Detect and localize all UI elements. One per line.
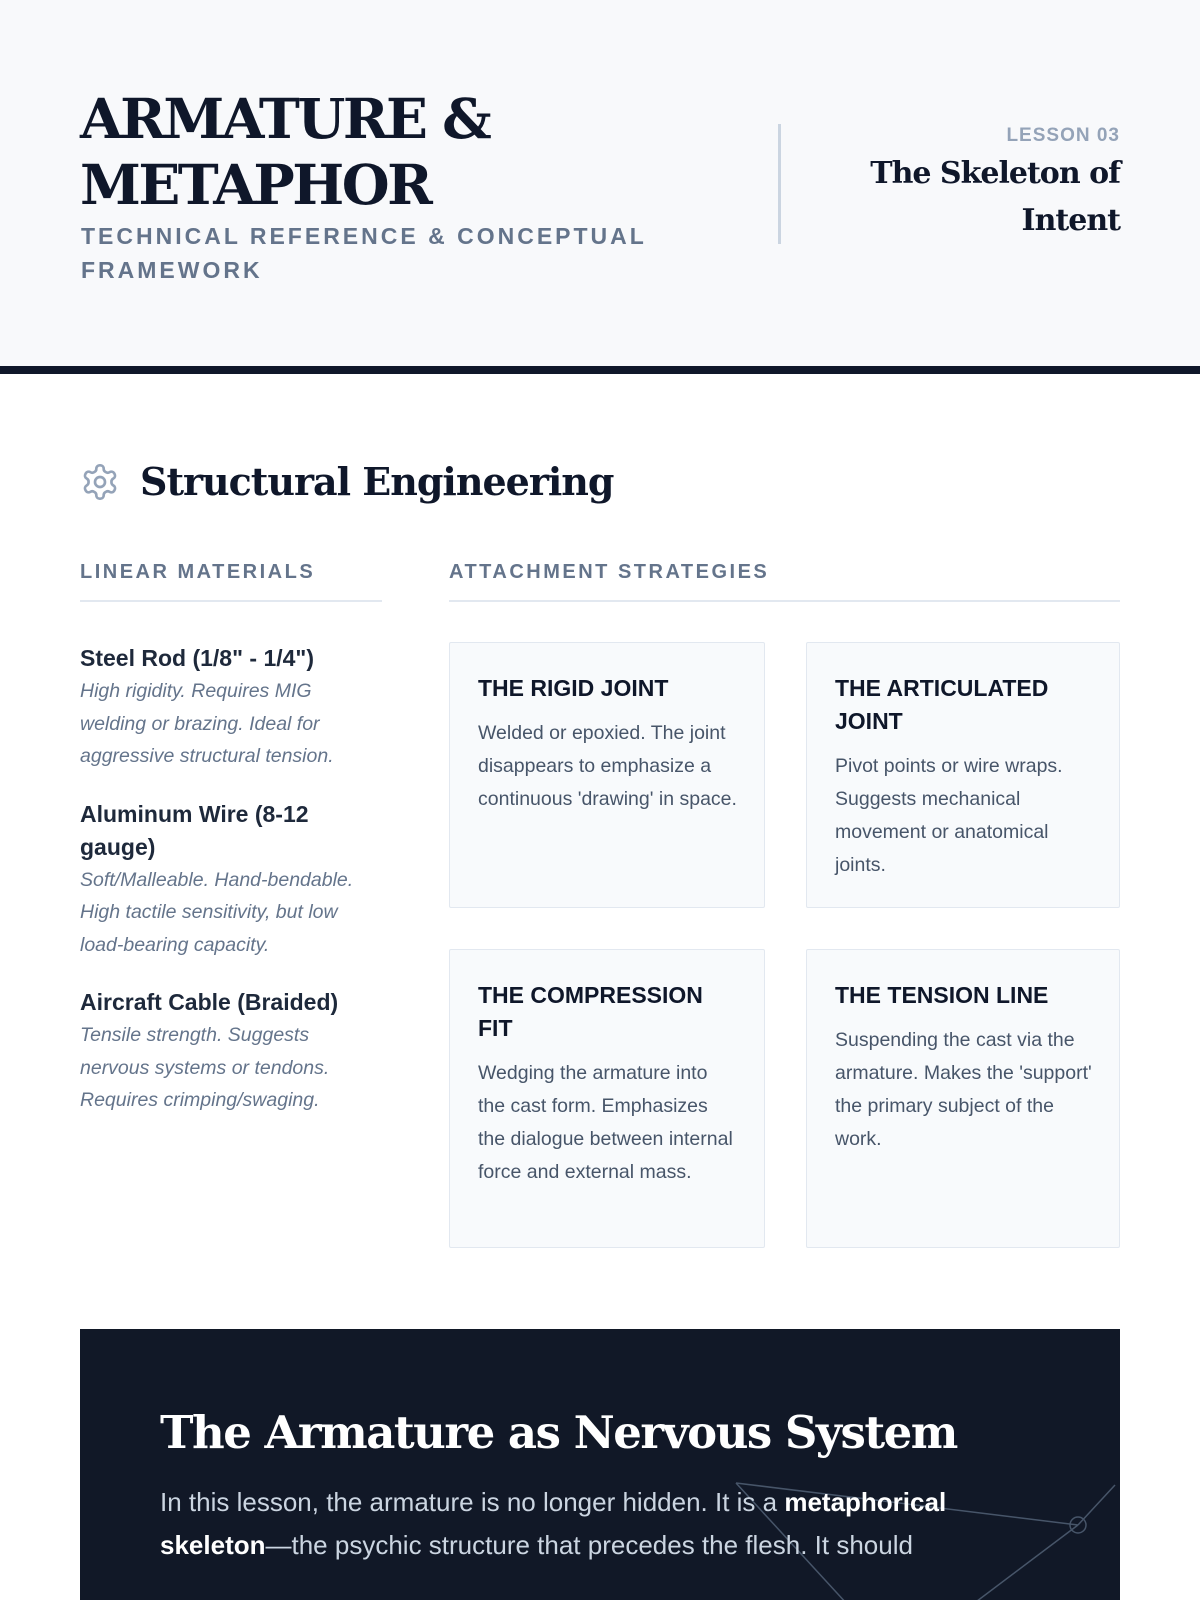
material-steel-rod — [80, 642, 382, 773]
material-name: Aircraft Cable (Braided) — [80, 989, 339, 1015]
material-aircraft-cable — [80, 986, 382, 1117]
attachment-strategies-rule — [449, 600, 1120, 602]
material-description: High rigidity. Requires MIG welding or brazing. Ideal for aggressive structural tension. — [80, 680, 334, 767]
attachment-strategies-heading: ATTACHMENT STRATEGIES — [449, 561, 770, 583]
material-description: Tensile strength. Suggests nervous systems or tendons. Requires crimping/swaging. — [80, 1024, 330, 1111]
header-divider — [778, 124, 781, 244]
material-aluminum-wire — [80, 798, 382, 962]
document-title: ARMATURE & METAPHOR — [80, 86, 490, 217]
material-name: Aluminum Wire (8-12 gauge) — [80, 800, 309, 860]
nervous-system-panel — [80, 1329, 1120, 1600]
page-header — [0, 0, 1200, 374]
linear-materials-heading: LINEAR MATERIALS — [80, 561, 316, 583]
card-text: Welded or epoxied. The joint disappears to emphasize a continuous 'drawing' in space. — [478, 722, 737, 810]
section-title: Structural Engineering — [140, 459, 614, 504]
panel-paragraph — [160, 1481, 1040, 1567]
strategy-card-tension-line — [806, 949, 1120, 1248]
paragraph-emphasis: metaphorical skeleton — [160, 1487, 947, 1560]
material-name: Steel Rod (1/8" - 1/4") — [80, 645, 314, 671]
lesson-title: The Skeleton of Intent — [870, 156, 1120, 238]
materials-list — [80, 642, 382, 1142]
material-description: Soft/Malleable. Hand-bendable. High tactile sensitivity, but low load-bearing capacity. — [80, 868, 354, 956]
card-title: THE TENSION LINE — [835, 982, 1049, 1008]
lesson-number: LESSON 03 — [1006, 125, 1120, 146]
card-text: Wedging the armature into the cast form. Emphasizes the dialogue between internal force and external mass. — [478, 1062, 733, 1183]
document-subtitle: TECHNICAL REFERENCE & CONCEPTUAL FRAMEWORK — [81, 223, 647, 283]
paragraph-intro: In this lesson, the armature is no longer hidden. It is a — [160, 1487, 785, 1517]
strategy-card-compression-fit — [449, 949, 765, 1248]
strategy-card-articulated-joint — [806, 642, 1120, 908]
panel-title: The Armature as Nervous System — [160, 1406, 957, 1459]
card-title: THE RIGID JOINT — [478, 675, 669, 701]
gear-icon — [80, 462, 120, 502]
linear-materials-rule — [80, 600, 382, 602]
card-text: Suspending the cast via the armature. Makes the 'support' the primary subject of the work. — [835, 1029, 1092, 1150]
card-title: THE ARTICULATED JOINT — [835, 675, 1049, 734]
strategy-card-rigid-joint — [449, 642, 765, 908]
card-text: Pivot points or wire wraps. Suggests mechanical movement or anatomical joints. — [835, 755, 1063, 876]
card-title: THE COMPRESSION FIT — [478, 982, 703, 1041]
paragraph-rest: —the psychic structure that precedes the flesh. It should — [265, 1530, 913, 1560]
